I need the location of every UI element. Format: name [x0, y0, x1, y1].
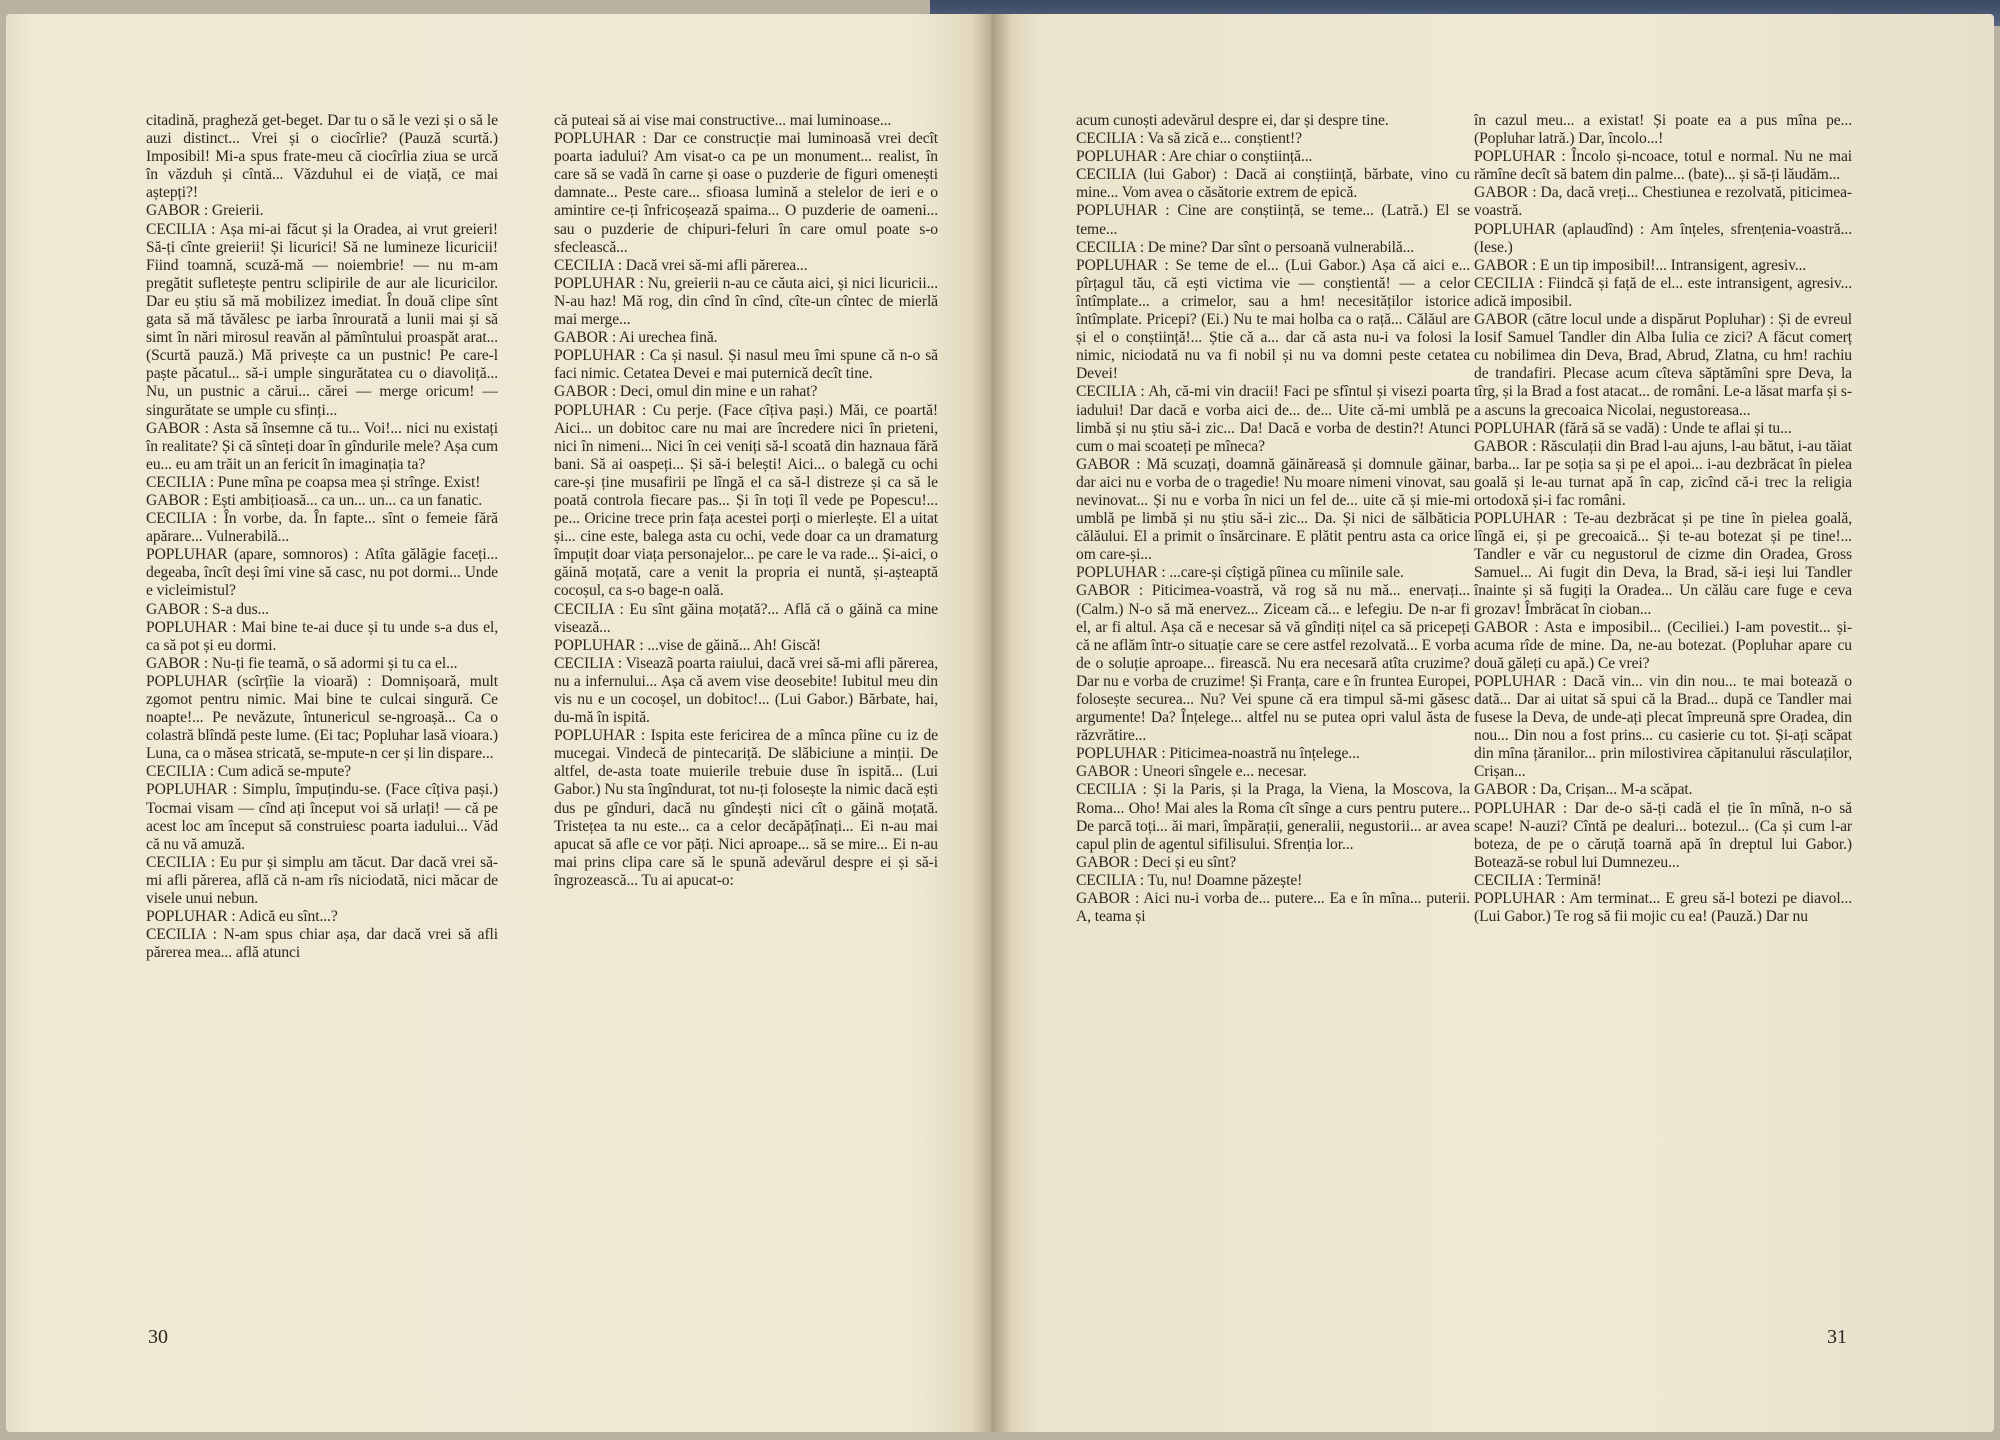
dialogue-paragraph: POPLUHAR : Piticimea-noastră nu înțelege... [1076, 745, 1360, 763]
dialogue-paragraph: CECILIA : Așa mi-ai făcut și la Oradea, ai vrut greieri! Să-ți cînte greierii! Și licurici! Să ne lumineze licuricii! Fiind toamnă, scuză-mă — noiembrie! — nu m-am pregătit sufletește pentru sclipirile de aur ale licuricilor. Dar eu știu să mă mobilizez imediat. În două clipe sînt gata să mă tăvălesc pe iarba înrourată a lunii mai și să simt în nări mirosul reavăn al pămîntului proaspăt arat... (Scurtă pauză.) Mă privește ca un pustnic! Pe care-l paște păcatul... să-i umple singurătatea cu o diavoliță... Nu, un pustnic a cărui... cărei — merge oricum! — singurătate se umple cu sfinți... [146, 220, 498, 419]
dialogue-paragraph: POPLUHAR : Ispita este fericirea de a mînca pîine cu iz de mucegai. Vindecă de pintecariță. De slăbiciune a minții. De altfel, de-asta toate muierile trebuie duse în ispită... (Lui Gabor.) Nu sta îngîndurat, tot nu-ți folosește la nimic dacă ești dus pe gînduri, dacă nu gîndești nici cît o găină moțată. Tristețea ta nu este... ca a celor decăpățînați... Ei n-au mai apucat să afle ce vor păți. Nici aproape... să se mire... Ei n-au mai prins clipa care să le spună adevărul despre ei și să-i îngrozească... Tu ai apucat-o: [554, 727, 938, 889]
left-page [6, 14, 992, 1432]
dialogue-paragraph: CECILIA (lui Gabor) : Dacă ai conștiință, bărbate, vino cu mine... Vom avea o căsătorie extrem de epică. [1076, 166, 1470, 202]
text-column-3 [1076, 112, 1470, 1312]
dialogue-paragraph: POPLUHAR : Te-au dezbrăcat și pe tine în pielea goală, lîngă ei, și pe grecoaică... Și te-au botezat și pe tine!... Tandler e văr cu negustorul de cizme din Oradea, Gross Samuel... Ai fugit din Deva, la Brad, să-i ieși lui Tandler înainte și să fugiți la Oradea... Un călău care fuge e ceva grozav! Îmbrăcat în cioban... [1474, 510, 1852, 618]
text-column-1 [146, 112, 498, 1312]
page-number-right: 31 [1827, 1326, 1847, 1348]
dialogue-paragraph: CECILIA : Și la Paris, și la Praga, la Viena, la Moscova, la Roma... Oho! Mai ales la Roma cît sînge a curs pentru putere... De parcă toți... ăi mari, împărații, generalii, negustorii... ar avea capul plin de agentul sifilisului. Sfrenția lor... [1076, 781, 1470, 853]
dialogue-paragraph: CECILIA : Cum adică se-mpute? [146, 763, 351, 781]
dialogue-paragraph: POPLUHAR : Încolo și-ncoace, totul e normal. Nu ne mai rămîne decît să batem din palme... (bate)... și să-ți lăudăm... [1474, 148, 1852, 184]
dialogue-paragraph: GABOR : Deci și eu sînt? [1076, 853, 1237, 871]
dialogue-paragraph: POPLUHAR : Dar de-o să-ți cadă el ție în mînă, n-o să scape! N-auzi? Cîntă pe dealuri... botezul... (Ca și cum l-ar boteza, de pe o căruță toarnă apă în dreptul lui Gabor.) Botează-se robul lui Dumnezeu... [1474, 799, 1852, 871]
dialogue-paragraph: POPLUHAR : Simplu, împuțindu-se. (Face cîțiva pași.) Tocmai visam — cînd ați început voi să urlați! — că pe acest loc am început să construiesc poarta iadului... Văd că nu vă amuză. [146, 781, 498, 853]
dialogue-paragraph: GABOR : Da, Crișan... M-a scăpat. [1474, 781, 1693, 799]
dialogue-paragraph: CECILIA : Pune mîna pe coapsa mea și strînge. Exist! [146, 473, 481, 491]
dialogue-paragraph: POPLUHAR : Are chiar o conștiință... [1076, 148, 1313, 166]
book-gutter [972, 14, 1012, 1432]
dialogue-paragraph: POPLUHAR : Se teme de el... (Lui Gabor.) Așa că aici e... pîrțagul tău, că ești victima vie — conștientă! — a celor întîmplate... a crimelor, sau a hm! necesităților istorice întîmplate. Pricepi? (Ei.) Nu te mai holba ca o rață... Călăul are și el o conștiință!... Știe că a... dar că asta nu-i va folosi la nimic, niciodată nu va fi nobil și nu va domni peste cetatea Devei! [1076, 256, 1470, 383]
dialogue-paragraph: GABOR : Mă scuzați, doamnă găinăreasă și domnule găinar, dar aici nu e vorba de o tragedie! Nu moare nimeni vinovat, sau nevinovat... Și nu e vorba în nici un fel de... uite că și mie-mi umblă pe limbă și nu știu să-i zic... Da. Și nici de sălbăticia călăului. El a primit o însărcinare. E plătit pentru asta ca orice om care-și... [1076, 455, 1470, 564]
dialogue-paragraph: GABOR : Ești ambițioasă... ca un... un... ca un fanatic. [146, 491, 483, 509]
dialogue-paragraph: CECILIA : Termină! [1474, 871, 1602, 889]
dialogue-paragraph: POPLUHAR : Cine are conștiință, se teme... (Latră.) El se teme... [1076, 202, 1470, 238]
dialogue-paragraph: POPLUHAR : Dacă vin... vin din nou... te mai botează o dată... Dar ai uitat să spui că la Brad... după ce Tandler mai fusese la Deva, de unde-ați plecat împreună spre Oradea, din nou... Din nou a fost prins... cu casierie cu tot. Și-ați scăpat din mîna țăranilor... prin milostivirea căpitanului răsculaților, Crișan... [1474, 672, 1852, 781]
text-column-4 [1474, 112, 1852, 1312]
dialogue-paragraph: CECILIA : Va să zică e... conștient!? [1076, 130, 1302, 148]
dialogue-paragraph: GABOR : Ai urechea fină. [554, 329, 718, 347]
dialogue-paragraph: CECILIA : Tu, nu! Doamne păzește! [1076, 871, 1303, 889]
dialogue-paragraph: că puteai să ai vise mai constructive... mai luminoase... [554, 112, 892, 129]
dialogue-paragraph: acum cunoști adevărul despre ei, dar și despre tine. [1076, 112, 1389, 129]
dialogue-paragraph: POPLUHAR (fără să se vadă) : Unde te aflai și tu... [1474, 419, 1792, 437]
dialogue-paragraph: CECILIA : De mine? Dar sînt o persoană vulnerabilă... [1076, 238, 1415, 256]
dialogue-paragraph: GABOR : Greierii. [146, 202, 264, 220]
dialogue-paragraph: GABOR : Asta să însemne că tu... Voi!... nici nu existați în realitate? Și că sînteți doar în gîndurile mele? Așa cum eu... eu am trăit un an fericit în imaginația ta? [146, 419, 498, 473]
dialogue-paragraph: citadină, pragheză get-beget. Dar tu o să le vezi și o să le auzi distinct... Vrei și o ciocîrlie? (Pauză scurtă.) Imposibil! Mi-a spus frate-meu că ciocîrlia ziua se urcă în văzduh și cîntă... Văzduhul ei de viață, ce mai aștepți?! [146, 112, 498, 202]
dialogue-paragraph: GABOR (către locul unde a dispărut Popluhar) : Și de evreul Iosif Samuel Tandler din Alba Iulia ce zici? A făcut comerț cu nobilimea din Deva, Brad, Abrud, Zlatna, cu hm! rachiu de trandafiri. Plecase acum cîteva săptămîni spre Deva, la tîrg, și la Brad a fost atacat... de români. Le-a lăsat marfa și s-a ascuns la grecoaica Nicolai, negustoreasa... [1474, 311, 1852, 419]
dialogue-paragraph: POPLUHAR : Mai bine te-ai duce și tu unde s-a dus el, ca să pot și eu dormi. [146, 618, 498, 654]
dialogue-paragraph: GABOR : Răsculații din Brad l-au ajuns, l-au bătut, i-au tăiat barba... Iar pe soția sa și pe el apoi... i-au dezbrăcat în pielea goală și le-au turnat apă în cap, zicînd că-i trec la religia ortodoxă și-i fac români. [1474, 437, 1852, 509]
page-number-left: 30 [148, 1326, 168, 1348]
dialogue-paragraph: CECILIA : Viseazã poarta raiului, dacă vrei să-mi afli părerea, nu a infernului... Așa că avem vise deosebite! Iubitul meu din vis nu e un cocoșel, un dobitoc!... (Lui Gabor.) Bărbate, hai, du-mă în ispită. [554, 654, 938, 727]
dialogue-paragraph: POPLUHAR : Nu, greierii n-au ce căuta aici, și nici licuricii... N-au haz! Mă rog, din cînd în cînd, cîte-un cîntec de mierlă mai merge... [554, 274, 938, 329]
dialogue-paragraph: POPLUHAR : ...care-și cîștigă pîinea cu mîinile sale. [1076, 564, 1404, 582]
dialogue-paragraph: POPLUHAR : Adică eu sînt...? [146, 908, 338, 926]
dialogue-paragraph: POPLUHAR (scîrțîie la vioară) : Domnișoară, mult zgomot pentru nimic. Mai bine te culcai singură. Ce noapte!... Pe nevăzute, întunericul se-ngroașă... Ca o colastră blîndă peste lume. (Ei tac; Popluhar lasă vioara.) Luna, ca o măsea stricată, se-mpute-n cer și lin dispare... [146, 672, 498, 763]
dialogue-paragraph: GABOR : Da, dacă vreți... Chestiunea e rezolvată, piticimea-voastră. [1474, 184, 1852, 220]
dialogue-paragraph: POPLUHAR (aplaudînd) : Am înțeles, sfrențenia-voastră... (Iese.) [1474, 220, 1852, 256]
dialogue-paragraph: GABOR : Deci, omul din mine e un rahat? [554, 383, 818, 401]
text-column-2 [554, 112, 938, 1312]
dialogue-paragraph: GABOR : Nu-ți fie teamă, o să adormi și tu ca el... [146, 654, 458, 672]
dialogue-paragraph: în cazul meu... a existat! Și poate ea a pus mîna pe... (Popluhar latră.) Dar, încolo...! [1474, 112, 1852, 148]
dialogue-paragraph: POPLUHAR : ...vise de găină... Ah! Giscă! [554, 636, 822, 654]
dialogue-paragraph: GABOR : Aici nu-i vorba de... putere... Ea e în mîna... puterii. A, teama și [1076, 890, 1470, 926]
dialogue-paragraph: CECILIA : Dacă vrei să-mi afli părerea... [554, 256, 808, 274]
dialogue-paragraph: GABOR : Piticimea-voastră, vă rog să nu mă... enervați... (Calm.) N-o să mă enervez... Ziceam că... e lefegiu. De n-ar fi el, ar fi altul. Așa că e necesar să vă gîndiți nițel ca să pricepeți că ne aflăm într-o situație care se cere astfel rezolvată... E vorba de o soluție aproape... firească. Nu era necesară atîta cruzime? Dar nu e vorba de cruzime! Și Franța, care e în fruntea Europei, folosește securea... Nu? Vei spune că era timpul să-mi găsesc argumente! Da? Înțelege... altfel nu se putea opri valul ăsta de răzvrătire... [1076, 582, 1470, 745]
dialogue-paragraph: CECILIA : Eu sînt găina moțată?... Află că o găină ca mine visează... [554, 600, 938, 636]
dialogue-paragraph: CECILIA : Fiindcă și față de el... este intransigent, agresiv... adică imposibil. [1474, 274, 1852, 310]
dialogue-paragraph: POPLUHAR : Cu perje. (Face cîțiva pași.) Măi, ce poartă! Aici... un dobitoc care nu mai are încredere nici în prieteni, nici în nimeni... Nici în cei veniți să-l scoată din haznaua fără bani. Să ai oaspeți... Și să-i belești! Aici... o balegă cu ochi care-și ține musafirii pe lîngă el ca să-l distreze și ca să le poată controla fiecare pas... Și în toți îl vede pe Popescu!... pe... Oricine trece prin fața acestei porți o mierlește. El a uitat și... cine este, balega asta cu ochi, vede doar ca un dramaturg împuțit doar viața personajelor... pe care le va rade... Și-aici, o găină moțată, care a venit la propria ei nuntă, și-așteaptă cocoșul, ca s-o bage-n oală. [554, 401, 938, 600]
dialogue-paragraph: GABOR : Asta e imposibil... (Ceciliei.) I-am povestit... și-acuma rîde de mine. Da, ne-au botezat. (Popluhar apare cu două găleți cu apă.) Ce vrei? [1474, 618, 1852, 672]
dialogue-paragraph: POPLUHAR : Dar ce construcție mai luminoasă vrei decît poarta iadului? Am visat-o ca pe un monument... realist, în care să se vadă în carne și oase o puzderie de figuri omenești damnate... Peste care... sfioasa lumină a stelelor de ieri e o amintire ce-ți înfricoșează spaima... O puzderie de oameni... sau o puzderie de chipuri-feluri în care omul poate s-o sfeclească... [554, 130, 938, 256]
dialogue-paragraph: CECILIA : N-am spus chiar așa, dar dacă vrei să afli părerea mea... află atunci [146, 926, 498, 962]
dialogue-paragraph: CECILIA : În vorbe, da. În fapte... sînt o femeie fără apărare... Vulnerabilă... [146, 510, 498, 546]
dialogue-paragraph: POPLUHAR : Ca și nasul. Și nasul meu îmi spune că n-o să faci nimic. Cetatea Devei e mai puternică decît tine. [554, 347, 938, 383]
dialogue-paragraph: CECILIA : Ah, că-mi vin dracii! Faci pe sfîntul și visezi poarta iadului! Dar dacă e vorba aici de... de... Uite că-mi umblă pe limbă și nu știu să-i zic... Da! Dacă e vorba de destin?! Atunci cum o mai scoateți pe mîneca? [1076, 383, 1470, 455]
dialogue-paragraph: GABOR : Uneori sîngele e... necesar. [1076, 763, 1307, 781]
dialogue-paragraph: POPLUHAR : Am terminat... E greu să-l botezi pe diavol... (Lui Gabor.) Te rog să fii mojic cu ea! (Pauză.) Dar nu [1474, 890, 1852, 926]
dialogue-paragraph: CECILIA : Eu pur și simplu am tăcut. Dar dacă vrei să-mi afli părerea, află că n-am rîs niciodată, nici măcar de visele unui nebun. [146, 853, 498, 908]
dialogue-paragraph: POPLUHAR (apare, somnoros) : Atîta gălăgie faceți... degeaba, încît deși îmi vine să casc, nu pot dormi... Unde e vicleimistul? [146, 546, 498, 600]
right-page [992, 14, 1994, 1432]
dialogue-paragraph: GABOR : S-a dus... [146, 600, 269, 618]
dialogue-paragraph: GABOR : E un tip imposibil!... Intransigent, agresiv... [1474, 256, 1807, 274]
